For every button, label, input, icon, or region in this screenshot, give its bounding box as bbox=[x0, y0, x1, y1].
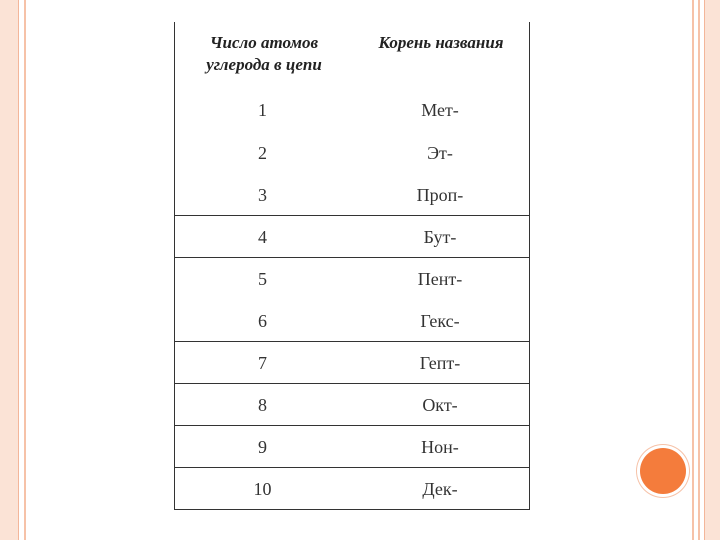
row-7-root: Гепт- bbox=[419, 353, 461, 373]
row-1-root: Мет- bbox=[421, 100, 459, 120]
orange-circle-decoration bbox=[640, 448, 686, 494]
row-4-count: 4 bbox=[258, 227, 267, 247]
row-3-count: 3 bbox=[258, 185, 267, 205]
right-frame-line bbox=[692, 0, 694, 540]
row-divider bbox=[175, 425, 529, 426]
row-9-count: 9 bbox=[258, 437, 267, 457]
left-frame-border bbox=[0, 0, 19, 540]
row-8-count: 8 bbox=[258, 395, 267, 415]
row-8-root: Окт- bbox=[422, 395, 458, 415]
row-divider bbox=[175, 383, 529, 384]
row-divider bbox=[175, 341, 529, 342]
row-6-count: 6 bbox=[258, 311, 267, 331]
header-carbon-count-line2: углерода в цепи bbox=[206, 55, 322, 74]
row-2-count: 2 bbox=[258, 143, 267, 163]
row-divider bbox=[175, 215, 529, 216]
row-10-root: Дек- bbox=[422, 479, 458, 499]
carbon-roots-table bbox=[174, 22, 530, 510]
row-divider bbox=[175, 467, 529, 468]
row-1-count: 1 bbox=[258, 100, 267, 120]
header-carbon-count-line1: Число атомов bbox=[209, 33, 319, 52]
row-4-root: Бут- bbox=[423, 227, 457, 247]
right-frame-line-inner bbox=[698, 0, 700, 540]
row-2-root: Эт- bbox=[427, 143, 453, 163]
row-9-root: Нон- bbox=[421, 437, 459, 457]
row-divider bbox=[175, 257, 529, 258]
row-6-root: Гекс- bbox=[420, 311, 460, 331]
left-frame-line bbox=[24, 0, 26, 540]
header-carbon-count bbox=[179, 32, 349, 76]
row-5-root: Пент- bbox=[417, 269, 463, 289]
header-name-root: Корень названия bbox=[378, 33, 504, 52]
row-10-count: 10 bbox=[253, 479, 272, 499]
right-frame-border bbox=[704, 0, 720, 540]
row-3-root: Проп- bbox=[416, 185, 464, 205]
row-7-count: 7 bbox=[258, 353, 267, 373]
row-5-count: 5 bbox=[258, 269, 267, 289]
